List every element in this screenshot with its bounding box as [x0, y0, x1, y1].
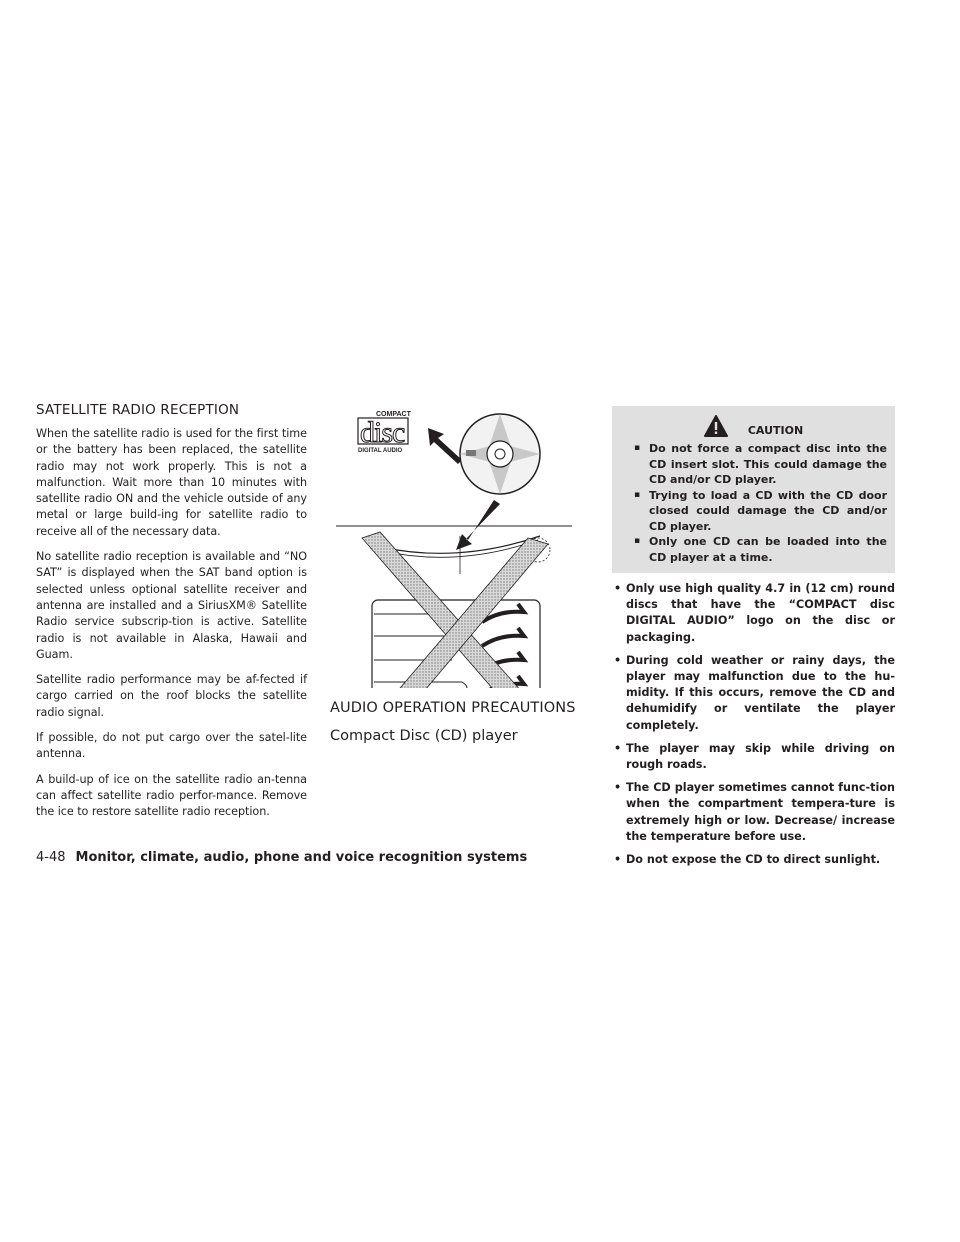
arrow-icon [428, 428, 462, 464]
disc-icon [460, 414, 540, 494]
column-audio-precautions [332, 398, 596, 744]
list-item: • Only use high quality 4.7 in (12 cm) round discs that have the “COMPACT disc DIGITAL AUDIO” logo on the disc or packaging. [612, 581, 895, 646]
caution-label: CAUTION [747, 424, 804, 437]
paragraph: Satellite radio performance may be af-fected if cargo carried on the roof blocks the satellite radio signal. [36, 673, 307, 719]
list-item: • Do not expose the CD to direct sunlight. [612, 852, 895, 868]
arrow-down-icon [456, 500, 500, 550]
paragraph: A build-up of ice on the satellite radio an-tenna can affect satellite radio perfor-mance. Remove the ice to restore satellite radio reception. [36, 772, 307, 819]
caution-header [620, 414, 887, 437]
section-title-satellite-radio: SATELLITE RADIO RECEPTION [36, 402, 240, 418]
chapter-title: Monitor, climate, audio, phone and voice recognition systems [75, 850, 528, 865]
caution-item: ▪ Do not force a compact disc into the CD insert slot. This could damage the CD and/or CD player. [620, 441, 887, 488]
precaution-list [612, 581, 895, 868]
paragraph: If possible, do not put cargo over the satel-lite antenna. [36, 731, 307, 761]
list-item: • The player may skip while driving on rough roads. [612, 741, 895, 773]
prohibited-x-icon [362, 532, 554, 688]
page-footer [36, 850, 527, 865]
column-cd-cautions [612, 406, 895, 875]
list-item: • The CD player sometimes cannot func-tion when the compartment tempera-ture is extremely high or low. Decrease/ increase the temperature before use. [612, 780, 895, 845]
caution-list [620, 441, 887, 565]
logo-disc-text: disc [360, 416, 405, 449]
paragraph: When the satellite radio is used for the first time or the battery has been replaced, the satellite radio may not work properly. This is not a malfunction. Wait more than 10 minutes with satellite radio ON and the vehicle outside of any metal or large build-ing for satellite radio to receive all of the necessary data. [36, 427, 307, 538]
paragraph: No satellite radio reception is available and “NO SAT” is displayed when the SAT band option is selected unless optional satellite receiver and antenna are installed and a SiriusXM® Satellite Radio service subscrip-tion is active. Satellite radio is not available in Alaska, Hawaii and Guam. [36, 550, 307, 661]
section-title-audio-precautions: AUDIO OPERATION PRECAUTIONS [330, 700, 576, 716]
logo-digital-audio-text: DIGITAL AUDIO [358, 448, 403, 454]
caution-item: ▪ Trying to load a CD with the CD door closed could damage the CD and/or CD player. [620, 488, 887, 535]
column-satellite-radio [36, 402, 307, 830]
caution-box [612, 406, 895, 573]
warning-triangle-icon [704, 415, 728, 437]
subsection-title-cd-player: Compact Disc (CD) player [330, 728, 518, 744]
logo-compact-text: COMPACT [376, 411, 411, 418]
arrow-icon [482, 628, 524, 646]
caution-item: ▪ Only one CD can be loaded into the CD player at a time. [620, 534, 887, 565]
compact-disc-logo [358, 411, 412, 454]
cd-insertion-illustration [332, 398, 596, 688]
list-item: • During cold weather or rainy days, the player may malfunction due to the hu-midity. If this occurs, remove the CD and dehumidify or ventilate the player completely. [612, 653, 895, 734]
page-number: 4-48 [36, 850, 66, 865]
